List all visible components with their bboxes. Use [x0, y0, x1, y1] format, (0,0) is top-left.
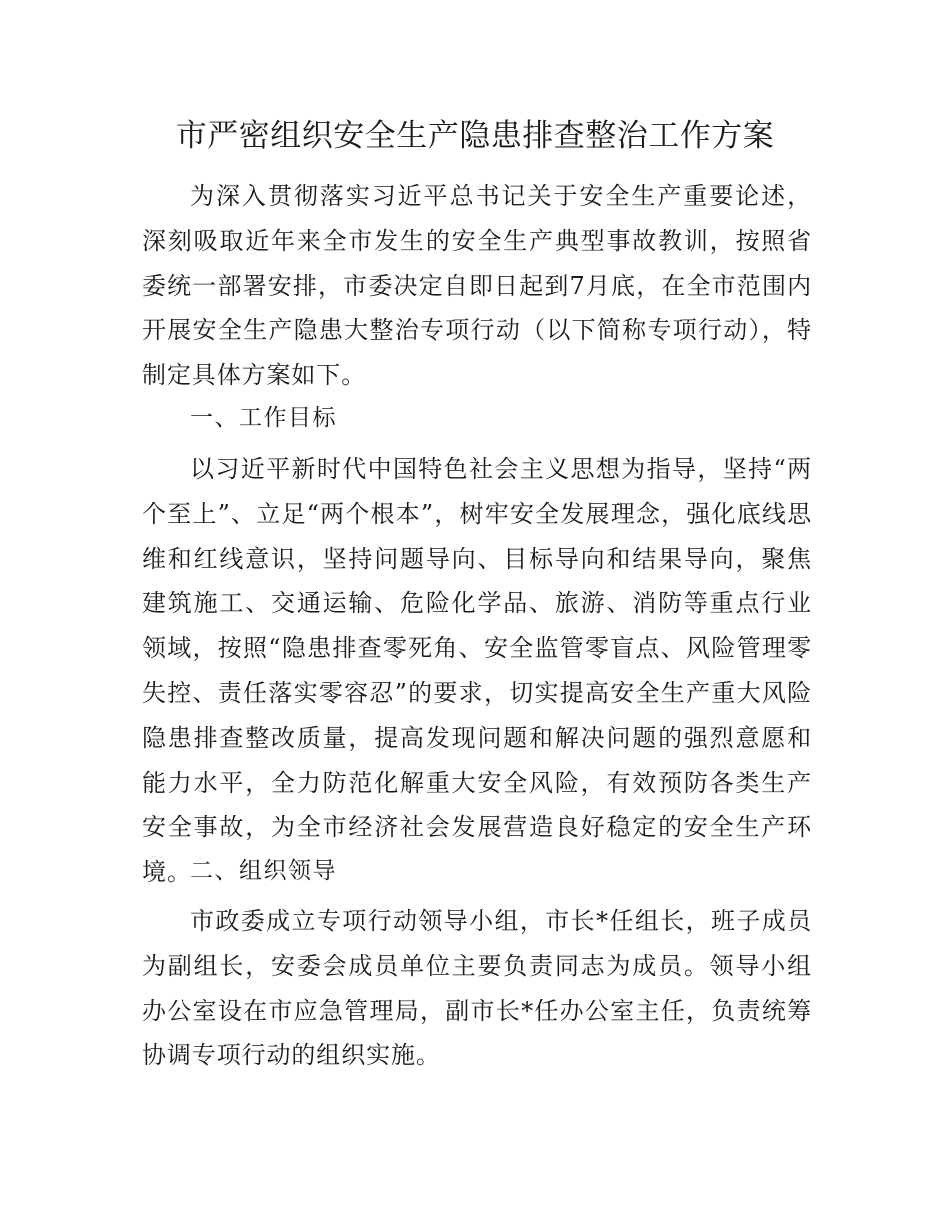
section-paragraph-leadership: 市政委成立专项行动领导小组，市长*任组长，班子成员为副组长，安委会成员单位主要负责同志为成员。领导小组办公室设在市应急管理局，副市长*任办公室主任，负责统筹协调专项行动的组织实施。 — [142, 907, 812, 1070]
section-heading-leadership: 二、组织领导 — [190, 858, 337, 884]
section-heading-goals: 一、工作目标 — [190, 405, 337, 431]
section-paragraph-goals: 以习近平新时代中国特色社会主义思想为指导，坚持“两个至上”、立足“两个根本”，树牢安全发展理念，强化底线思维和红线意识，坚持问题导向、目标导向和结果导向，聚焦建筑施工、交通运输、危险化学品、旅游、消防等重点行业领域，按照“隐患排查零死角、安全监管零盲点、风险管理零失控、责任落实零容忍”的要求，切实提高安全生产重大风险隐患排查整改质量，提高发现问题和解决问题的强烈意愿和能力水平，全力防范化解重大安全风险，有效预防各类生产安全事故，为全市经济社会发展营造良好稳定的安全生产环境。 — [142, 455, 812, 887]
intro-paragraph: 为深入贯彻落实习近平总书记关于安全生产重要论述，深刻吸取近年来全市发生的安全生产典型事故教训，按照省委统一部署安排，市委决定自即日起到7月底，在全市范围内开展安全生产隐患大整治专项行动（以下简称专项行动），特制定具体方案如下。 — [142, 182, 812, 390]
document-title: 市严密组织安全生产隐患排查整治工作方案 — [175, 118, 775, 154]
